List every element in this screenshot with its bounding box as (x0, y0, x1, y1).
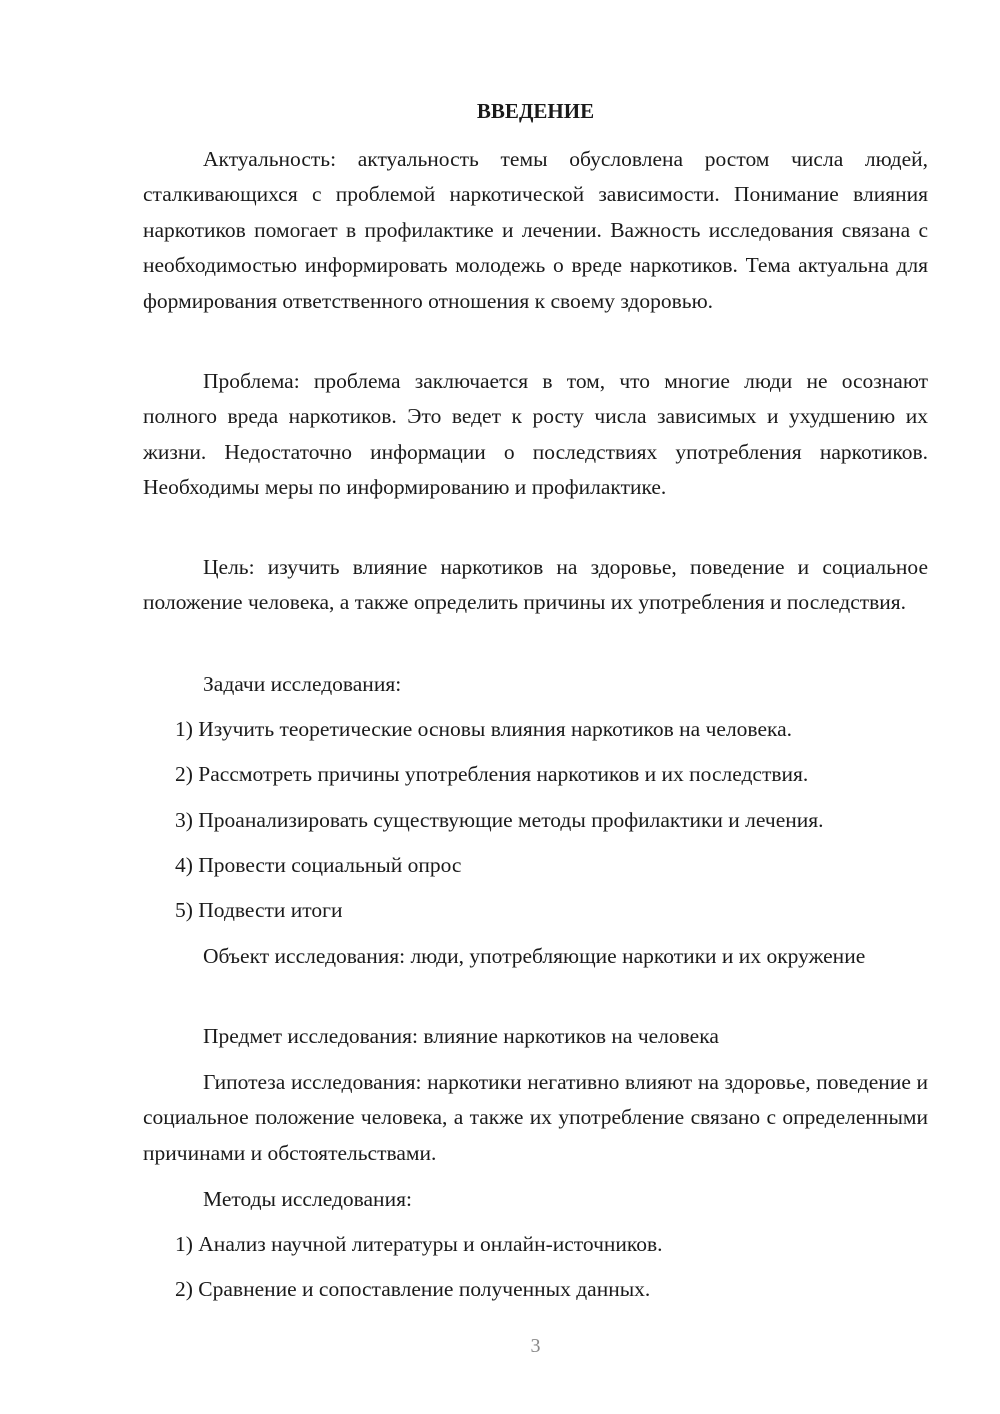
list-item: 1) Изучить теоретические основы влияния наркотиков на человека. (175, 717, 793, 741)
goal-paragraph: Цель: изучить влияние наркотиков на здоровье, поведение и социальное положение человека, а также определить причины их употребления и последствия. (143, 555, 928, 615)
relevance-paragraph: Актуальность: актуальность темы обусловлена ростом числа людей, сталкивающихся с проблемой наркотической зависимости. Понимание влияния наркотиков помогает в профилактике и лечении. Важность исследования связана с необходимостью информировать молодежь о вреде наркотиков. Тема актуальна для формирования ответственного отношения к своему здоровью. (143, 147, 928, 313)
subject-paragraph: Предмет исследования: влияние наркотиков на человека (203, 1024, 719, 1048)
list-item: 4) Провести социальный опрос (175, 853, 462, 877)
list-item: 1) Анализ научной литературы и онлайн-источников. (175, 1232, 663, 1256)
list-item: 3) Проанализировать существующие методы профилактики и лечения. (175, 808, 824, 832)
object-paragraph: Объект исследования: люди, употребляющие наркотики и их окружение (203, 944, 866, 968)
problem-paragraph: Проблема: проблема заключается в том, что многие люди не осознают полного вреда наркотиков. Это ведет к росту числа зависимых и ухудшению их жизни. Недостаточно информации о последствиях употребления наркотиков. Необходимы меры по информированию и профилактике. (143, 369, 928, 500)
hypothesis-paragraph: Гипотеза исследования: наркотики негативно влияют на здоровье, поведение и социальное положение человека, а также их употребление связано с определенными причинами и обстоятельствами. (143, 1070, 928, 1165)
list-item: 5) Подвести итоги (175, 898, 343, 922)
list-item: 2) Рассмотреть причины употребления наркотиков и их последствия. (175, 762, 809, 786)
list-item: 2) Сравнение и сопоставление полученных данных. (175, 1277, 651, 1301)
tasks-heading: Задачи исследования: (203, 672, 402, 696)
page-title: ВВЕДЕНИЕ (476, 99, 595, 123)
page-number: 3 (530, 1335, 541, 1357)
methods-heading: Методы исследования: (203, 1187, 412, 1211)
